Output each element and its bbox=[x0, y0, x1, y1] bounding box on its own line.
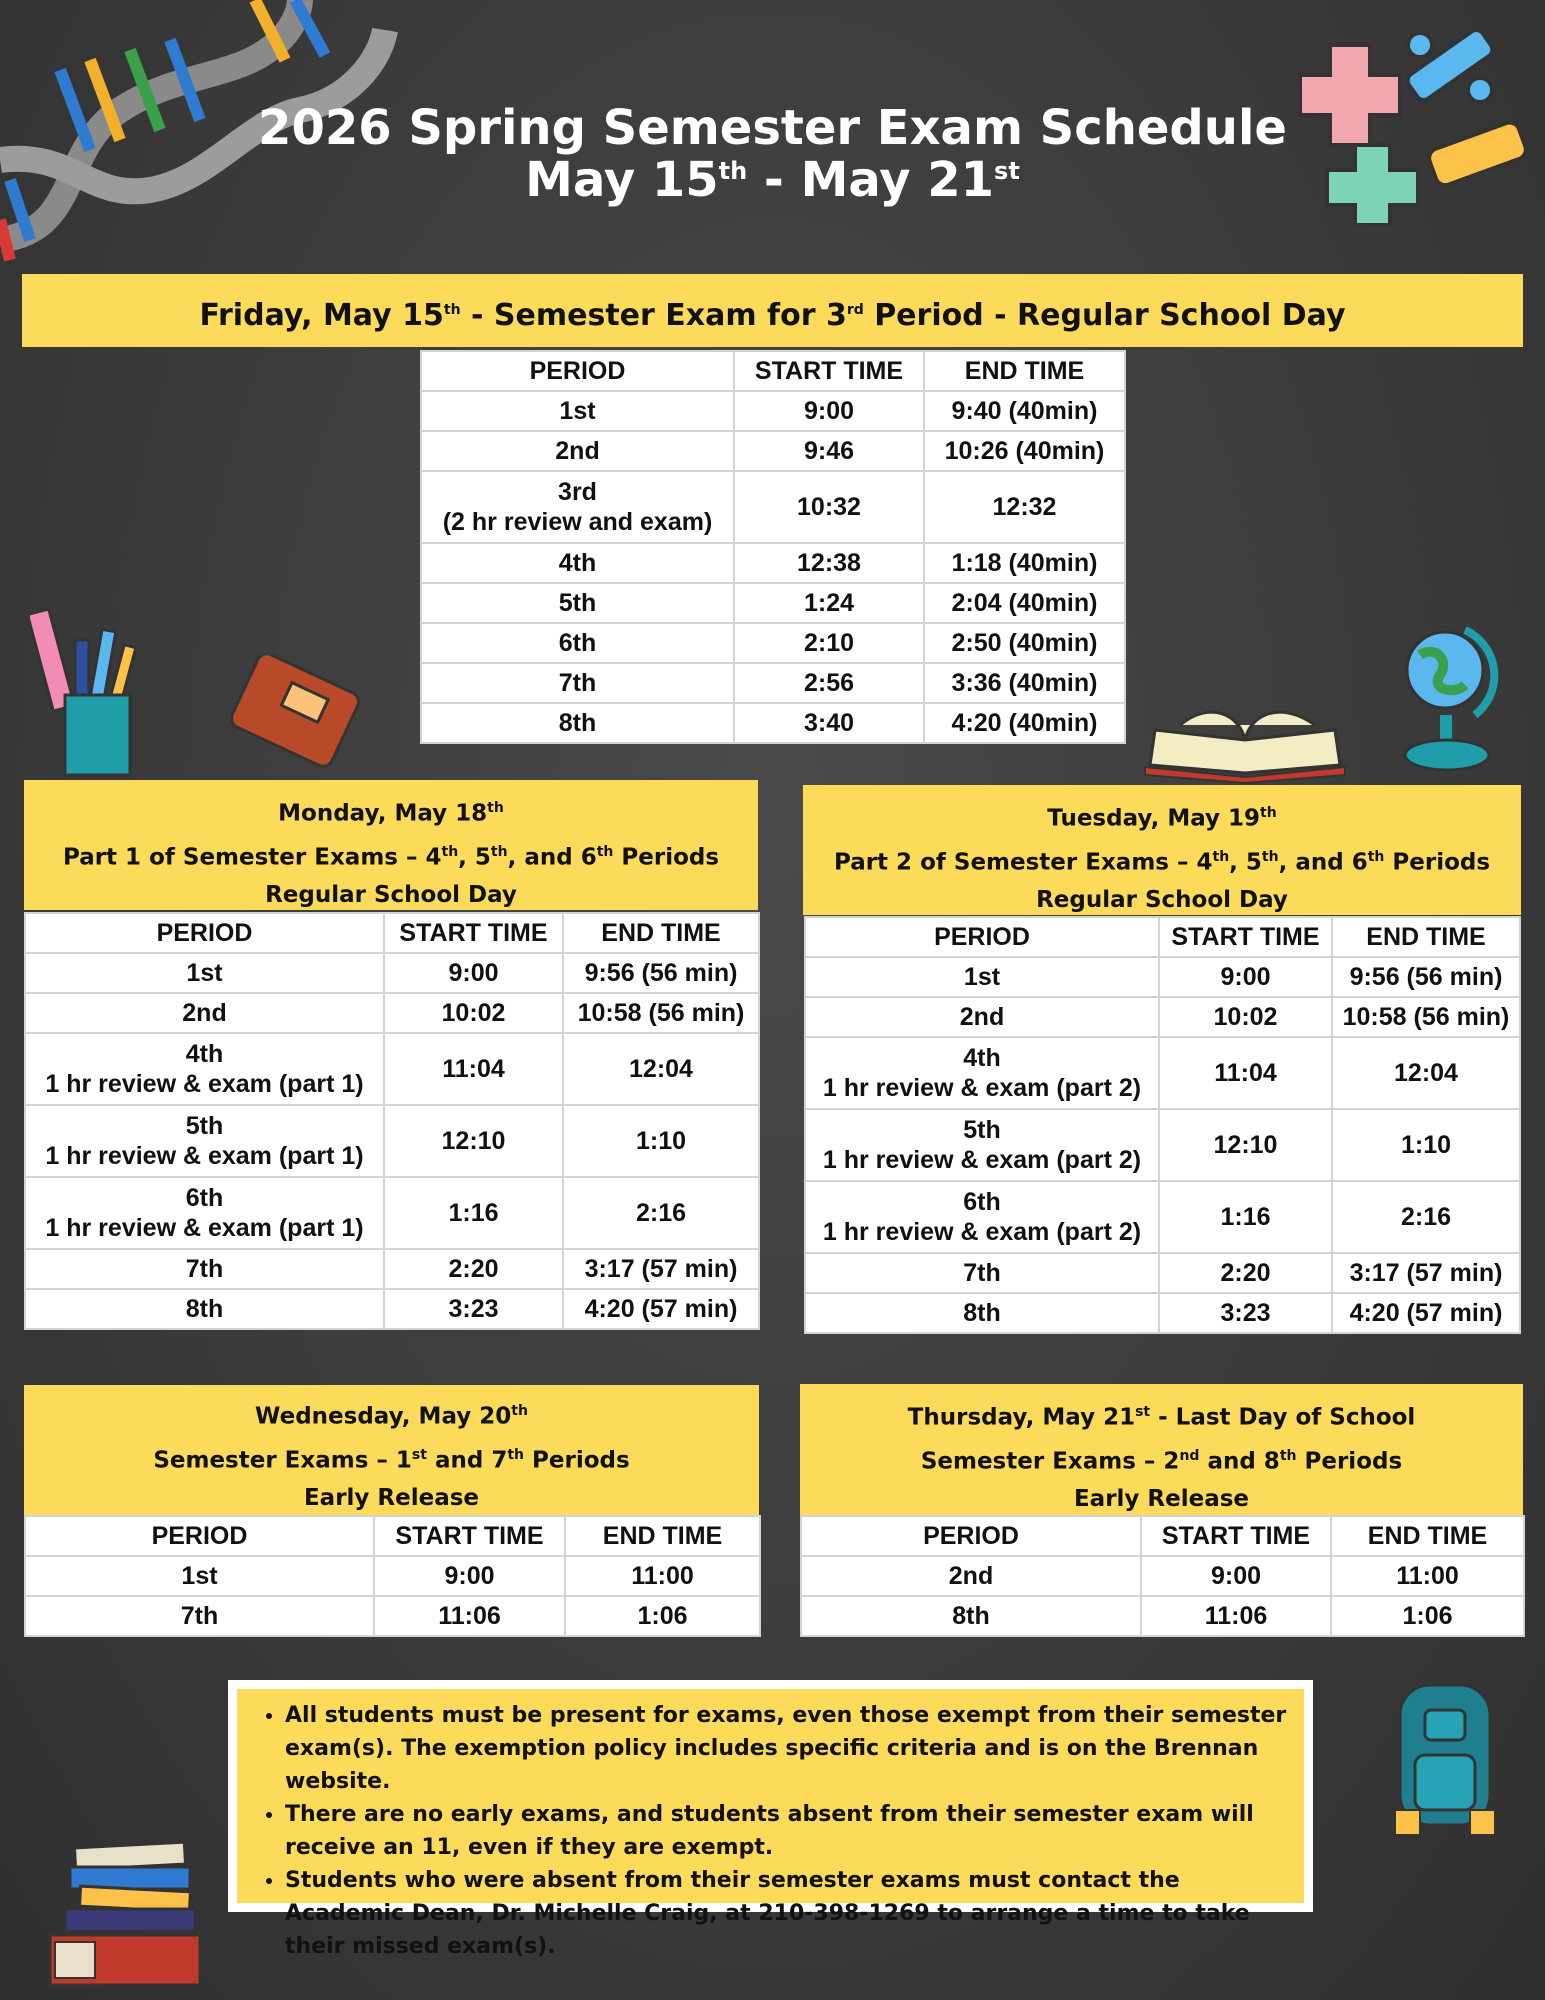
tuesday-heading-day bbox=[803, 794, 1521, 838]
tuesday-schedule-table bbox=[804, 916, 1521, 1334]
period-cell: 1st bbox=[421, 391, 734, 431]
start-time-cell: 3:23 bbox=[1159, 1293, 1332, 1333]
wednesday-day-suffix: th bbox=[511, 1403, 528, 1419]
thursday-exams-text: and 8 bbox=[1199, 1448, 1280, 1475]
column-header: END TIME bbox=[924, 351, 1125, 391]
ordinal-suffix: st bbox=[411, 1446, 427, 1463]
table-header-row bbox=[801, 1516, 1524, 1556]
backpack-icon bbox=[1385, 1670, 1505, 1840]
period-cell: 8th bbox=[421, 703, 734, 743]
end-time-cell: 4:20 (40min) bbox=[924, 703, 1125, 743]
period-cell: 6th bbox=[421, 623, 734, 663]
period-cell bbox=[805, 1181, 1159, 1253]
period-name: 5th bbox=[185, 1112, 224, 1140]
ordinal-suffix: th bbox=[490, 843, 508, 860]
monday-day-text: Monday, May 18 bbox=[278, 800, 488, 827]
tuesday-exams-text: , 5 bbox=[1229, 849, 1262, 876]
period-cell: 2nd bbox=[25, 993, 384, 1033]
table-row bbox=[805, 1181, 1520, 1253]
table-row bbox=[25, 1289, 759, 1329]
end-time-cell: 2:16 bbox=[563, 1177, 759, 1249]
monday-day-suffix: th bbox=[487, 800, 504, 816]
wednesday-day-text: Wednesday, May 20 bbox=[255, 1403, 512, 1430]
period-note: 1 hr review & exam (part 1) bbox=[45, 1070, 364, 1098]
exam-notes-box bbox=[228, 1680, 1313, 1959]
wednesday-banner bbox=[24, 1385, 759, 1515]
column-header: PERIOD bbox=[421, 351, 734, 391]
period-name: 3rd bbox=[558, 478, 597, 506]
table-row bbox=[421, 583, 1125, 623]
table-header-row bbox=[421, 351, 1125, 391]
title-date-start: May 15 bbox=[525, 152, 719, 208]
start-time-cell: 9:00 bbox=[374, 1556, 565, 1596]
table-row bbox=[25, 1249, 759, 1289]
period-name: 6th bbox=[185, 1184, 224, 1212]
exam-notes-panel bbox=[237, 1689, 1304, 1959]
period-cell bbox=[25, 1177, 384, 1249]
column-header: START TIME bbox=[374, 1516, 565, 1556]
page-subtitle-dates bbox=[0, 152, 1545, 208]
start-time-cell: 9:00 bbox=[384, 953, 563, 993]
table-row bbox=[421, 431, 1125, 471]
column-header: END TIME bbox=[565, 1516, 760, 1556]
column-header: END TIME bbox=[563, 913, 759, 953]
start-time-cell: 11:04 bbox=[1159, 1037, 1332, 1109]
end-time-cell: 12:04 bbox=[563, 1033, 759, 1105]
tuesday-exams-text: Periods bbox=[1384, 849, 1491, 876]
period-cell bbox=[25, 1033, 384, 1105]
friday-schedule-table bbox=[420, 350, 1126, 744]
column-header: END TIME bbox=[1332, 917, 1520, 957]
thursday-banner bbox=[800, 1384, 1523, 1515]
ordinal-suffix: nd bbox=[1179, 1447, 1200, 1464]
table-row bbox=[25, 1105, 759, 1177]
end-time-cell: 4:20 (57 min) bbox=[563, 1289, 759, 1329]
table-row bbox=[421, 543, 1125, 583]
table-row bbox=[25, 1033, 759, 1105]
period-note: 1 hr review & exam (part 2) bbox=[822, 1218, 1142, 1246]
monday-exams-text: Periods bbox=[613, 844, 720, 871]
period-name: 5th bbox=[963, 1116, 1001, 1144]
title-date-end-suffix: st bbox=[994, 157, 1020, 185]
monday-exams-text: , 5 bbox=[458, 844, 491, 871]
monday-heading-day bbox=[24, 789, 758, 833]
friday-banner bbox=[22, 274, 1523, 347]
period-cell bbox=[25, 1105, 384, 1177]
title-date-end: - May 21 bbox=[747, 152, 995, 208]
table-row bbox=[801, 1556, 1524, 1596]
tuesday-heading-type: Regular School Day bbox=[1036, 887, 1288, 914]
friday-heading-day: Friday, May 15 bbox=[199, 298, 444, 333]
end-time-cell: 11:00 bbox=[1331, 1556, 1524, 1596]
open-book-icon bbox=[1140, 695, 1350, 785]
thursday-heading-exams bbox=[800, 1437, 1523, 1481]
period-cell: 7th bbox=[25, 1596, 374, 1636]
table-row bbox=[421, 703, 1125, 743]
table-row bbox=[805, 1109, 1520, 1181]
monday-schedule-table bbox=[24, 912, 760, 1330]
period-name: 4th bbox=[963, 1044, 1001, 1072]
period-cell: 8th bbox=[805, 1293, 1159, 1333]
period-cell bbox=[421, 471, 734, 543]
ordinal-suffix: th bbox=[596, 843, 614, 860]
period-cell: 4th bbox=[421, 543, 734, 583]
end-time-cell: 11:00 bbox=[565, 1556, 760, 1596]
book-stack-icon bbox=[45, 1840, 215, 1990]
start-time-cell: 9:00 bbox=[734, 391, 924, 431]
start-time-cell: 1:16 bbox=[1159, 1181, 1332, 1253]
column-header: START TIME bbox=[384, 913, 563, 953]
period-cell: 2nd bbox=[805, 997, 1159, 1037]
end-time-cell: 3:36 (40min) bbox=[924, 663, 1125, 703]
column-header: START TIME bbox=[734, 351, 924, 391]
period-cell bbox=[805, 1109, 1159, 1181]
tuesday-exams-text: , and 6 bbox=[1278, 849, 1368, 876]
period-note: (2 hr review and exam) bbox=[442, 508, 713, 536]
table-row bbox=[25, 993, 759, 1033]
page-title: 2026 Spring Semester Exam Schedule bbox=[258, 100, 1287, 156]
wednesday-exams-text: and 7 bbox=[426, 1447, 508, 1474]
thursday-day-note: - Last Day of School bbox=[1150, 1404, 1416, 1431]
tuesday-day-suffix: th bbox=[1260, 805, 1277, 821]
exam-notes-list bbox=[237, 1689, 1304, 1963]
thursday-day-text: Thursday, May 21 bbox=[907, 1404, 1136, 1431]
start-time-cell: 2:56 bbox=[734, 663, 924, 703]
end-time-cell: 12:32 bbox=[924, 471, 1125, 543]
end-time-cell: 3:17 (57 min) bbox=[1332, 1253, 1520, 1293]
period-note: 1 hr review & exam (part 1) bbox=[45, 1214, 364, 1242]
globe-icon bbox=[1395, 615, 1505, 775]
ordinal-suffix: th bbox=[1261, 848, 1279, 865]
table-row bbox=[805, 997, 1520, 1037]
thursday-exams-text: Periods bbox=[1296, 1448, 1403, 1475]
ordinal-suffix: th bbox=[1212, 848, 1230, 865]
start-time-cell: 12:10 bbox=[384, 1105, 563, 1177]
period-cell: 8th bbox=[801, 1596, 1141, 1636]
table-row bbox=[805, 1253, 1520, 1293]
period-cell: 7th bbox=[805, 1253, 1159, 1293]
wednesday-schedule-table bbox=[24, 1515, 761, 1637]
table-row bbox=[25, 1177, 759, 1249]
start-time-cell: 3:40 bbox=[734, 703, 924, 743]
end-time-cell: 1:10 bbox=[563, 1105, 759, 1177]
friday-heading-type: Period - Regular School Day bbox=[863, 298, 1346, 333]
table-row bbox=[25, 1556, 760, 1596]
period-cell bbox=[805, 1037, 1159, 1109]
table-row bbox=[805, 1293, 1520, 1333]
start-time-cell: 11:06 bbox=[1141, 1596, 1331, 1636]
table-row bbox=[25, 953, 759, 993]
column-header: PERIOD bbox=[801, 1516, 1141, 1556]
table-row bbox=[805, 1037, 1520, 1109]
end-time-cell: 9:56 (56 min) bbox=[1332, 957, 1520, 997]
end-time-cell: 9:40 (40min) bbox=[924, 391, 1125, 431]
monday-banner bbox=[24, 780, 758, 910]
start-time-cell: 1:24 bbox=[734, 583, 924, 623]
column-header: END TIME bbox=[1331, 1516, 1524, 1556]
end-time-cell: 2:04 (40min) bbox=[924, 583, 1125, 623]
period-cell: 8th bbox=[25, 1289, 384, 1329]
period-cell: 1st bbox=[805, 957, 1159, 997]
table-row bbox=[421, 471, 1125, 543]
end-time-cell: 1:18 (40min) bbox=[924, 543, 1125, 583]
start-time-cell: 1:16 bbox=[384, 1177, 563, 1249]
end-time-cell: 2:16 bbox=[1332, 1181, 1520, 1253]
monday-heading-exams bbox=[24, 833, 758, 877]
start-time-cell: 2:20 bbox=[384, 1249, 563, 1289]
start-time-cell: 9:00 bbox=[1159, 957, 1332, 997]
end-time-cell: 2:50 (40min) bbox=[924, 623, 1125, 663]
start-time-cell: 9:00 bbox=[1141, 1556, 1331, 1596]
end-time-cell: 10:26 (40min) bbox=[924, 431, 1125, 471]
list-item: • There are no early exams, and students absent from their semester exam will receive an 11, even if they are exempt. bbox=[285, 1798, 1294, 1864]
end-time-cell: 1:06 bbox=[565, 1596, 760, 1636]
period-note: 1 hr review & exam (part 1) bbox=[45, 1142, 364, 1170]
list-item: • Students who were absent from their semester exams must contact the Academic Dean, Dr. Michelle Craig, at 210-398-1269 to arrange a time to take their missed exam(s). bbox=[285, 1864, 1294, 1963]
end-time-cell: 10:58 (56 min) bbox=[563, 993, 759, 1033]
ordinal-suffix: th bbox=[1367, 848, 1385, 865]
table-header-row bbox=[805, 917, 1520, 957]
period-cell: 7th bbox=[421, 663, 734, 703]
tuesday-heading-exams bbox=[803, 838, 1521, 882]
monday-exams-text: , and 6 bbox=[507, 844, 597, 871]
pencil-cup-icon bbox=[30, 600, 150, 780]
table-row bbox=[805, 957, 1520, 997]
thursday-heading-type: Early Release bbox=[1073, 1486, 1250, 1513]
start-time-cell: 9:46 bbox=[734, 431, 924, 471]
period-name: 6th bbox=[963, 1188, 1001, 1216]
table-row bbox=[421, 663, 1125, 703]
tuesday-banner bbox=[803, 785, 1521, 915]
thursday-exams-text: Semester Exams – 2 bbox=[920, 1448, 1180, 1475]
list-item: • All students must be present for exams, even those exempt from their semester exam(s). The exemption policy includes specific criteria and is on the Brennan website. bbox=[285, 1699, 1294, 1798]
start-time-cell: 12:10 bbox=[1159, 1109, 1332, 1181]
end-time-cell: 10:58 (56 min) bbox=[1332, 997, 1520, 1037]
start-time-cell: 11:06 bbox=[374, 1596, 565, 1636]
thursday-heading-day bbox=[800, 1393, 1523, 1437]
table-row bbox=[801, 1596, 1524, 1636]
end-time-cell: 12:04 bbox=[1332, 1037, 1520, 1109]
column-header: PERIOD bbox=[805, 917, 1159, 957]
thursday-schedule-table bbox=[800, 1515, 1525, 1637]
period-cell: 5th bbox=[421, 583, 734, 623]
start-time-cell: 2:20 bbox=[1159, 1253, 1332, 1293]
start-time-cell: 3:23 bbox=[384, 1289, 563, 1329]
table-row bbox=[25, 1596, 760, 1636]
ordinal-suffix: th bbox=[507, 1446, 525, 1463]
title-date-start-suffix: th bbox=[718, 157, 748, 185]
column-header: START TIME bbox=[1141, 1516, 1331, 1556]
end-time-cell: 1:10 bbox=[1332, 1109, 1520, 1181]
period-note: 1 hr review & exam (part 2) bbox=[822, 1074, 1142, 1102]
monday-heading-type: Regular School Day bbox=[265, 882, 517, 909]
thursday-day-suffix: st bbox=[1135, 1404, 1151, 1420]
start-time-cell: 10:02 bbox=[384, 993, 563, 1033]
period-name: 4th bbox=[185, 1040, 224, 1068]
notebook-icon bbox=[225, 655, 375, 775]
end-time-cell: 9:56 (56 min) bbox=[563, 953, 759, 993]
ordinal-suffix: th bbox=[441, 843, 459, 860]
end-time-cell: 4:20 (57 min) bbox=[1332, 1293, 1520, 1333]
friday-heading-exam: - Semester Exam for 3 bbox=[460, 298, 847, 333]
period-cell: 1st bbox=[25, 1556, 374, 1596]
period-cell: 7th bbox=[25, 1249, 384, 1289]
period-cell: 2nd bbox=[421, 431, 734, 471]
monday-exams-text: Part 1 of Semester Exams – 4 bbox=[62, 844, 442, 871]
wednesday-exams-text: Periods bbox=[524, 1447, 630, 1474]
period-cell: 1st bbox=[25, 953, 384, 993]
table-header-row bbox=[25, 1516, 760, 1556]
start-time-cell: 12:38 bbox=[734, 543, 924, 583]
table-row bbox=[421, 623, 1125, 663]
start-time-cell: 10:32 bbox=[734, 471, 924, 543]
ordinal-suffix: th bbox=[1279, 1447, 1297, 1464]
column-header: PERIOD bbox=[25, 1516, 374, 1556]
wednesday-heading-type: Early Release bbox=[303, 1485, 480, 1512]
wednesday-heading-exams bbox=[24, 1436, 759, 1480]
column-header: START TIME bbox=[1159, 917, 1332, 957]
wednesday-exams-text: Semester Exams – 1 bbox=[153, 1447, 412, 1474]
tuesday-exams-text: Part 2 of Semester Exams – 4 bbox=[833, 849, 1213, 876]
column-header: PERIOD bbox=[25, 913, 384, 953]
wednesday-heading-day bbox=[24, 1392, 759, 1436]
start-time-cell: 2:10 bbox=[734, 623, 924, 663]
period-cell: 2nd bbox=[801, 1556, 1141, 1596]
tuesday-day-text: Tuesday, May 19 bbox=[1047, 805, 1261, 832]
friday-heading-period-suffix: rd bbox=[846, 302, 864, 318]
table-header-row bbox=[25, 913, 759, 953]
start-time-cell: 10:02 bbox=[1159, 997, 1332, 1037]
end-time-cell: 1:06 bbox=[1331, 1596, 1524, 1636]
friday-heading-day-suffix: th bbox=[443, 302, 461, 318]
table-row bbox=[421, 391, 1125, 431]
end-time-cell: 3:17 (57 min) bbox=[563, 1249, 759, 1289]
period-note: 1 hr review & exam (part 2) bbox=[822, 1146, 1142, 1174]
start-time-cell: 11:04 bbox=[384, 1033, 563, 1105]
